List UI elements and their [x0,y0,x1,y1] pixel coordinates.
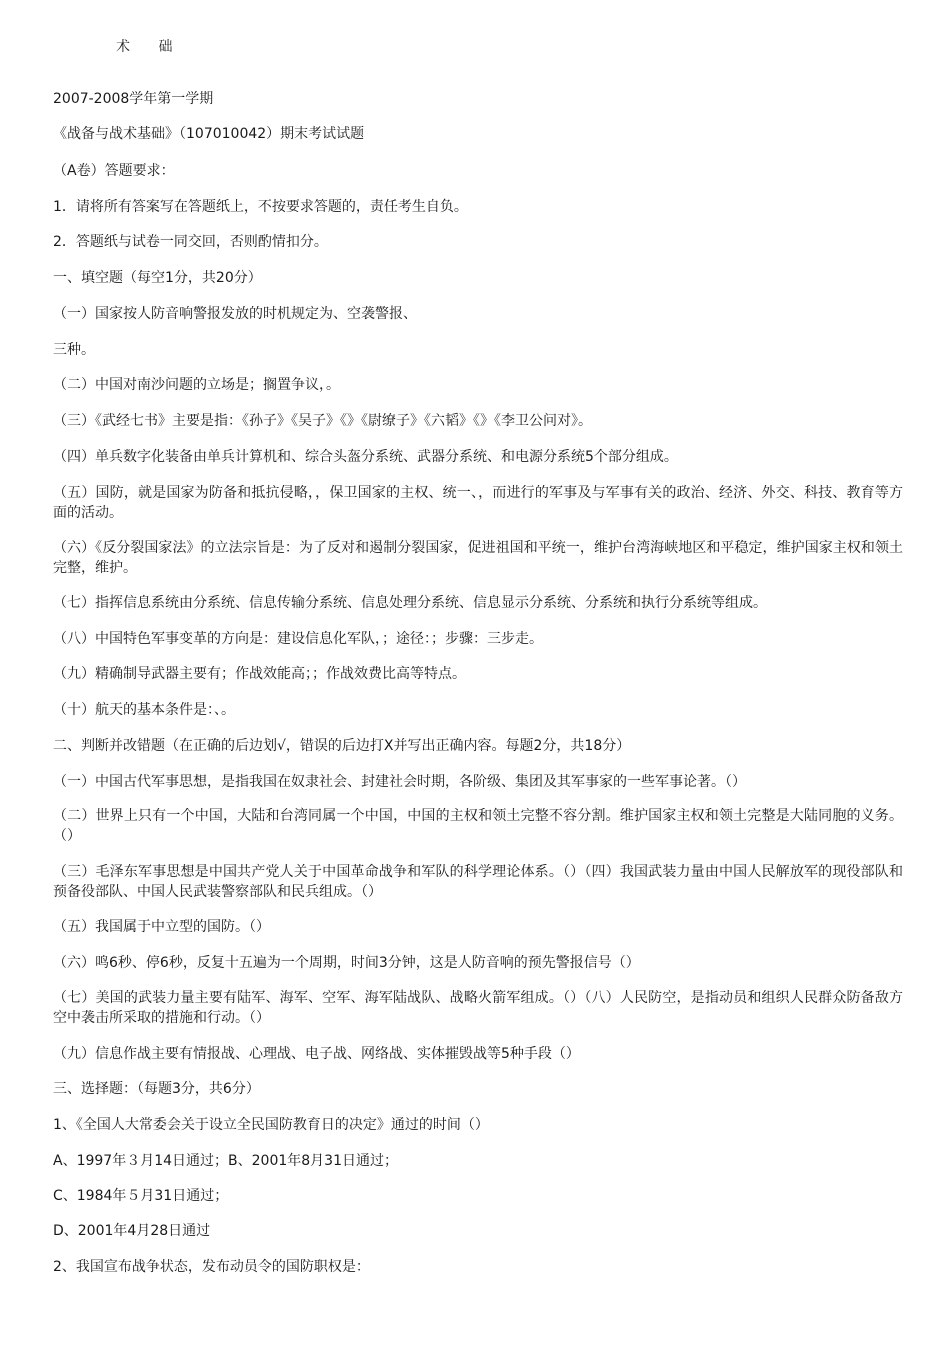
fill-question-6: （六）《反分裂国家法》的立法宗旨是：为了反对和遏制分裂国家，促进祖国和平统一，维护台湾海峡地区和平稳定，维护国家主权和领土完整，维护。 [53,540,903,576]
answer-requirements-heading: （A卷）答题要求： [53,163,175,179]
requirement-1: 1．请将所有答案写在答题纸上，不按要求答题的，责任考生自负。 [53,199,468,215]
fill-question-10: （十）航天的基本条件是：、。 [53,702,235,718]
choice-options-a-b: A、1997年３月14日通过；B、2001年8月31日通过； [53,1153,398,1169]
requirement-2: 2．答题纸与试卷一同交回，否则酌情扣分。 [53,234,328,250]
judge-question-6: （六）鸣6秒、停6秒，反复十五遍为一个周期，时间3分钟，这是人防音响的预先警报信号（） [53,955,640,971]
header-note: 术 础 [116,39,185,55]
fill-question-7: （七）指挥信息系统由分系统、信息传输分系统、信息处理分系统、信息显示分系统、分系统和执行分系统等组成。 [53,595,767,611]
exam-title: 《战备与战术基础》（107010042）期末考试试题 [53,126,365,142]
judge-question-3-4: （三）毛泽东军事思想是中国共产党人关于中国革命战争和军队的科学理论体系。（）（四）我国武装力量由中国人民解放军的现役部队和预备役部队、中国人民武装警察部队和民兵组成。（） [53,864,903,900]
section-1-heading: 一、填空题（每空1分，共20分） [53,270,262,286]
judge-question-9: （九）信息作战主要有情报战、心理战、电子战、网络战、实体摧毁战等5种手段（） [53,1046,580,1062]
fill-question-2: （二）中国对南沙问题的立场是；搁置争议，。 [53,377,340,393]
choice-option-c: C、1984年５月31日通过； [53,1188,229,1204]
section-3-heading: 三、选择题：（每题3分，共6分） [53,1081,260,1097]
fill-question-1: （一）国家按人防音响警报发放的时机规定为、空袭警报、 [53,306,417,322]
judge-question-7-8: （七）美国的武装力量主要有陆军、海军、空军、海军陆战队、战略火箭军组成。（）（八）人民防空，是指动员和组织人民群众防备敌方空中袭击所采取的措施和行动。（） [53,990,903,1026]
judge-question-1: （一）中国古代军事思想，是指我国在奴隶社会、封建社会时期，各阶级、集团及其军事家的一些军事论著。（） [53,774,746,790]
choice-option-d: D、2001年4月28日通过 [53,1223,211,1239]
fill-question-5: （五）国防，就是国家为防备和抵抗侵略，，保卫国家的主权、统一、，而进行的军事及与军事有关的政治、经济、外交、科技、教育等方面的活动。 [53,485,903,521]
judge-question-5: （五）我国属于中立型的国防。（） [53,919,270,935]
fill-question-3: （三）《武经七书》主要是指：《孙子》《吴子》《》《尉缭子》《六韬》《》《李卫公问对》。 [53,413,592,429]
fill-question-1-cont: 三种。 [53,342,95,358]
choice-question-1: 1、《全国人大常委会关于设立全民国防教育日的决定》通过的时间（） [53,1117,489,1133]
fill-question-8: （八）中国特色军事变革的方向是：建设信息化军队，；途径：；步骤：三步走。 [53,631,543,647]
fill-question-9: （九）精确制导武器主要有；作战效能高；；作战效费比高等特点。 [53,666,466,682]
semester-line: 2007-2008学年第一学期 [53,91,214,107]
fill-question-4: （四）单兵数字化装备由单兵计算机和、综合头盔分系统、武器分系统、和电源分系统5个部分组成。 [53,449,678,465]
choice-question-2: 2、我国宣布战争状态，发布动员令的国防职权是： [53,1259,370,1275]
section-2-heading: 二、判断并改错题（在正确的后边划√，错误的后边打X并写出正确内容。每题2分，共18分） [53,738,631,754]
judge-question-2: （二）世界上只有一个中国，大陆和台湾同属一个中国，中国的主权和领土完整不容分割。维护国家主权和领土完整是大陆同胞的义务。（） [53,808,903,844]
